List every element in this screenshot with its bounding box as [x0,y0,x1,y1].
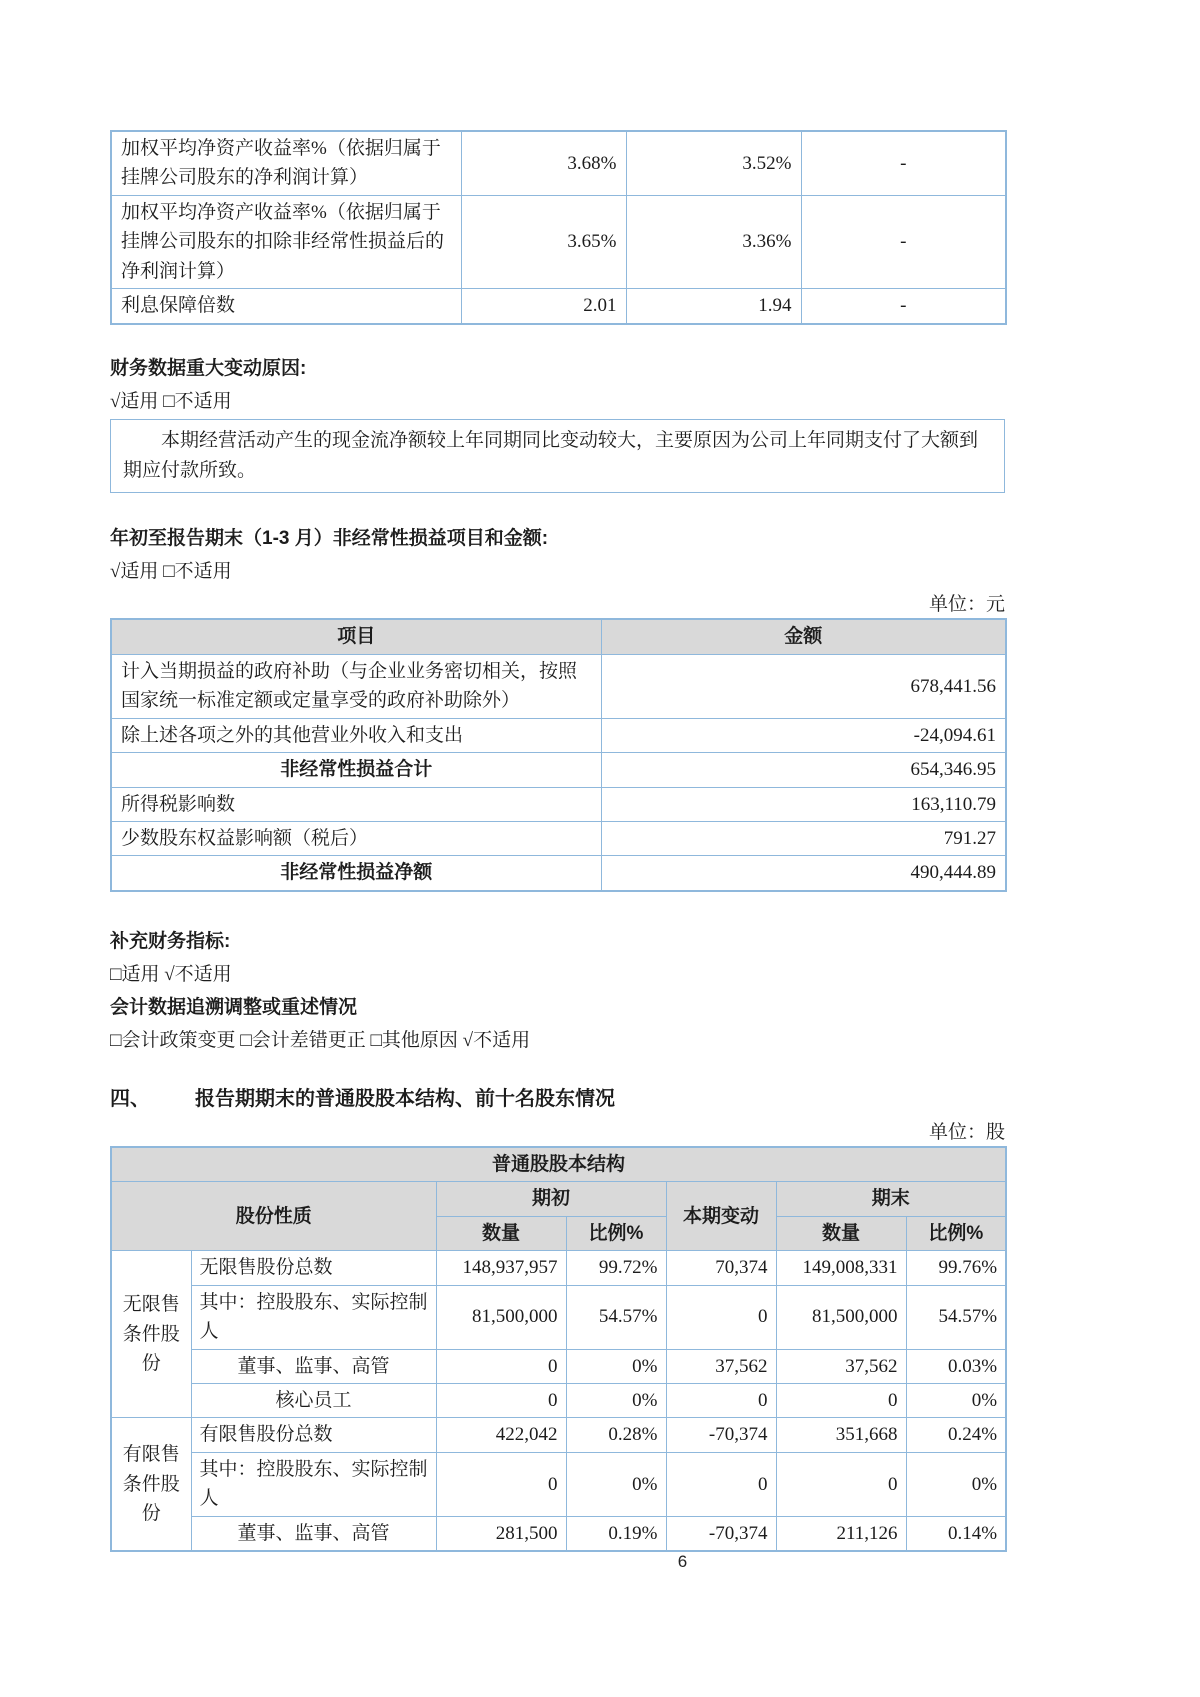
header-end-ratio: 比例% [906,1216,1006,1250]
table-row [111,195,1006,288]
change-cell: -70,374 [666,1516,776,1551]
begin-qty-cell: 0 [436,1383,566,1417]
begin-ratio-cell: 99.72% [566,1251,666,1285]
table-row [111,1452,1006,1516]
change-cell: 70,374 [666,1251,776,1285]
header-ending: 期末 [776,1182,1006,1216]
change-cell: 0 [666,1452,776,1516]
share-structure-table [110,1146,1007,1552]
change-cell: 0 [666,1383,776,1417]
major-change-heading: 财务数据重大变动原因: [110,357,307,379]
table-row [111,1285,1006,1349]
amount-cell: 654,346.95 [601,753,1006,787]
restatement-heading: 会计数据追溯调整或重述情况 [110,996,358,1018]
table-header-row [111,1182,1006,1216]
end-qty-cell: 81,500,000 [776,1285,906,1349]
item-cell: 除上述各项之外的其他营业外收入和支出 [111,718,601,752]
unit-label-shares: 单位：股 [928,1121,1005,1143]
item-cell: 所得税影响数 [111,787,601,821]
end-ratio-cell: 0.14% [906,1516,1006,1551]
table-row [111,654,1006,718]
non-recurring-applicability: √适用 □不适用 [110,561,232,583]
header-beginning: 期初 [436,1182,666,1216]
share-row-label: 无限售股份总数 [191,1251,436,1285]
amount-cell: 163,110.79 [601,787,1006,821]
non-recurring-heading: 年初至报告期末（1-3 月）非经常性损益项目和金额: [110,528,549,550]
header-begin-quantity: 数量 [436,1216,566,1250]
section-number: 四、 [110,1087,150,1110]
end-ratio-cell: 99.76% [906,1251,1006,1285]
amount-cell: 791.27 [601,822,1006,856]
table-row [111,1418,1006,1452]
section-title: 报告期期末的普通股股本结构、前十名股东情况 [195,1087,615,1110]
metric-change-value: - [801,195,1006,288]
unit-label-yuan: 单位：元 [928,594,1005,616]
table-row [111,787,1006,821]
item-cell-net-total: 非经常性损益净额 [111,856,601,891]
begin-qty-cell: 0 [436,1349,566,1383]
end-qty-cell: 37,562 [776,1349,906,1383]
begin-ratio-cell: 0% [566,1452,666,1516]
table-header-row [111,619,1006,654]
amount-cell: 678,441.56 [601,654,1006,718]
supplementary-heading: 补充财务指标: [110,930,231,952]
page-number: 6 [677,1552,688,1571]
table-row [111,856,1006,891]
metric-current-value: 2.01 [461,289,626,324]
metric-prior-value: 3.36% [626,195,801,288]
change-cell: 0 [666,1285,776,1349]
table-row [111,1383,1006,1417]
end-ratio-cell: 54.57% [906,1285,1006,1349]
metric-prior-value: 1.94 [626,289,801,324]
end-ratio-cell: 0% [906,1452,1006,1516]
begin-ratio-cell: 0% [566,1349,666,1383]
end-qty-cell: 351,668 [776,1418,906,1452]
begin-qty-cell: 0 [436,1452,566,1516]
begin-qty-cell: 422,042 [436,1418,566,1452]
non-recurring-table [110,618,1007,892]
table-row [111,718,1006,752]
begin-qty-cell: 148,937,957 [436,1251,566,1285]
header-change: 本期变动 [666,1182,776,1251]
share-table-title: 普通股股本结构 [111,1147,1006,1182]
major-change-applicability: √适用 □不适用 [110,390,232,412]
group-label-unrestricted: 无限售条件股份 [111,1251,191,1418]
table-row [111,1251,1006,1285]
table-title-row [111,1147,1006,1182]
major-change-note-box: 本期经营活动产生的现金流净额较上年同期同比变动较大，主要原因为公司上年同期支付了大额到期应付款所致。 [110,419,1005,494]
supplementary-applicability: □适用 √不适用 [110,963,232,985]
end-qty-cell: 149,008,331 [776,1251,906,1285]
restatement-options: □会计政策变更 □会计差错更正 □其他原因 √不适用 [110,1029,531,1051]
change-cell: 37,562 [666,1349,776,1383]
end-ratio-cell: 0.24% [906,1418,1006,1452]
financial-metrics-table [110,130,1007,325]
share-row-label: 其中：控股股东、实际控制人 [191,1285,436,1349]
table-row [111,289,1006,324]
metric-prior-value: 3.52% [626,131,801,195]
begin-qty-cell: 81,500,000 [436,1285,566,1349]
end-ratio-cell: 0.03% [906,1349,1006,1383]
amount-cell: 490,444.89 [601,856,1006,891]
share-row-label: 董事、监事、高管 [191,1516,436,1551]
col-header-amount: 金额 [601,619,1006,654]
metric-label: 加权平均净资产收益率%（依据归属于挂牌公司股东的净利润计算） [111,131,461,195]
begin-ratio-cell: 0.19% [566,1516,666,1551]
end-ratio-cell: 0% [906,1383,1006,1417]
table-row [111,1516,1006,1551]
end-qty-cell: 0 [776,1383,906,1417]
begin-ratio-cell: 0% [566,1383,666,1417]
item-cell: 计入当期损益的政府补助（与企业业务密切相关，按照国家统一标准定额或定量享受的政府补助除外） [111,654,601,718]
metric-change-value: - [801,289,1006,324]
amount-cell: -24,094.61 [601,718,1006,752]
share-row-label: 核心员工 [191,1383,436,1417]
end-qty-cell: 211,126 [776,1516,906,1551]
share-row-label: 其中：控股股东、实际控制人 [191,1452,436,1516]
begin-qty-cell: 281,500 [436,1516,566,1551]
header-begin-ratio: 比例% [566,1216,666,1250]
header-share-nature: 股份性质 [111,1182,436,1251]
change-cell: -70,374 [666,1418,776,1452]
item-cell-total: 非经常性损益合计 [111,753,601,787]
begin-ratio-cell: 54.57% [566,1285,666,1349]
metric-label: 加权平均净资产收益率%（依据归属于挂牌公司股东的扣除非经常性损益后的净利润计算） [111,195,461,288]
table-row [111,753,1006,787]
table-row [111,1349,1006,1383]
col-header-item: 项目 [111,619,601,654]
metric-current-value: 3.65% [461,195,626,288]
metric-current-value: 3.68% [461,131,626,195]
header-end-quantity: 数量 [776,1216,906,1250]
end-qty-cell: 0 [776,1452,906,1516]
section-four-heading [110,1082,1005,1111]
table-row [111,131,1006,195]
metric-change-value: - [801,131,1006,195]
begin-ratio-cell: 0.28% [566,1418,666,1452]
share-row-label: 董事、监事、高管 [191,1349,436,1383]
group-label-restricted: 有限售条件股份 [111,1418,191,1551]
metric-label: 利息保障倍数 [111,289,461,324]
share-row-label: 有限售股份总数 [191,1418,436,1452]
table-row [111,822,1006,856]
item-cell: 少数股东权益影响额（税后） [111,822,601,856]
